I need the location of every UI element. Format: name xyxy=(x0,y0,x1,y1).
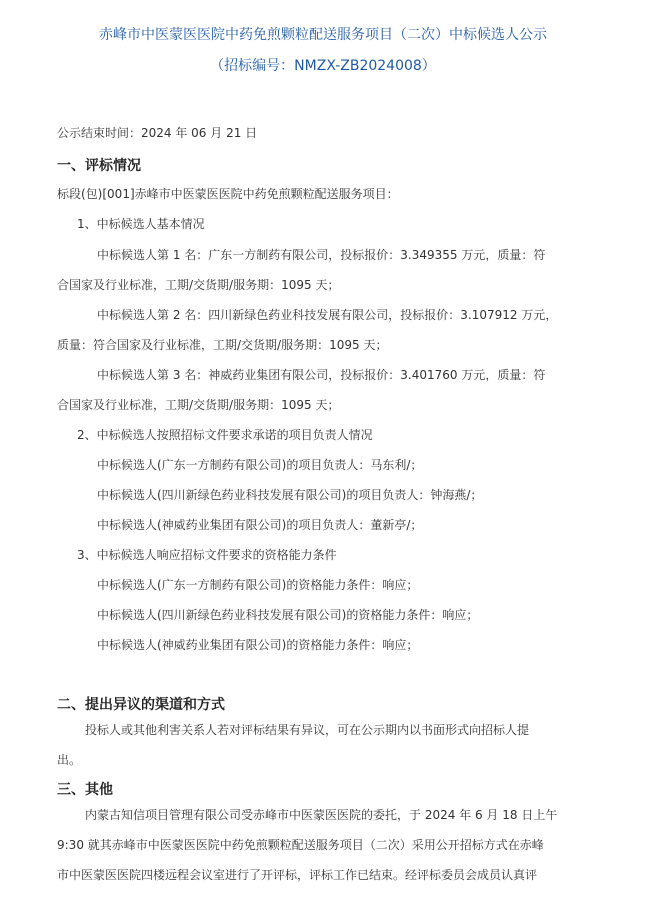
other-line-2: 9:30 就其赤峰市中医蒙医医院中药免煎颗粒配送服务项目（二次）采用公开招标方式在赤峰 xyxy=(57,838,544,852)
qualification-3: 中标候选人(神威药业集团有限公司)的资格能力条件：响应； xyxy=(97,638,419,652)
other-line-1: 内蒙古知信项目管理有限公司受赤峰市中医蒙医医院的委托，于 2024 年 6 月 18 日上午 xyxy=(85,808,558,822)
candidate-2-line-2: 质量：符合国家及行业标准，工期/交货期/服务期：1095 天； xyxy=(57,338,388,352)
subsection-3-heading: 3、中标候选人响应招标文件要求的资格能力条件 xyxy=(77,548,337,562)
section-3-heading: 三、其他 xyxy=(57,782,113,798)
objection-line-1: 投标人或其他利害关系人若对评标结果有异议，可在公示期内以书面形式向招标人提 xyxy=(85,723,530,737)
candidate-3-line-1: 中标候选人第 3 名：神威药业集团有限公司，投标报价：3.401760 万元，质量：符 xyxy=(97,368,546,382)
package-line: 标段(包)[001]赤峰市中医蒙医医院中药免煎颗粒配送服务项目： xyxy=(57,187,399,201)
project-lead-2: 中标候选人(四川新绿色药业科技发展有限公司)的项目负责人：钟海燕/； xyxy=(97,488,483,502)
other-line-3: 市中医蒙医医院四楼远程会议室进行了开评标，评标工作已结束。经评标委员会成员认真评 xyxy=(57,868,538,882)
project-lead-3: 中标候选人(神威药业集团有限公司)的项目负责人：董新亭/； xyxy=(97,518,423,532)
subsection-1-heading: 1、中标候选人基本情况 xyxy=(77,217,205,231)
candidate-3-line-2: 合国家及行业标准，工期/交货期/服务期：1095 天； xyxy=(57,398,340,412)
section-2-heading: 二、提出异议的渠道和方式 xyxy=(57,697,225,713)
notice-end-time: 公示结束时间：2024 年 06 月 21 日 xyxy=(57,126,258,140)
candidate-1-line-2: 合国家及行业标准，工期/交货期/服务期：1095 天； xyxy=(57,278,340,292)
qualification-2: 中标候选人(四川新绿色药业科技发展有限公司)的资格能力条件：响应； xyxy=(97,608,479,622)
candidate-2-line-1: 中标候选人第 2 名：四川新绿色药业科技发展有限公司，投标报价：3.107912 万元， xyxy=(97,308,558,322)
objection-line-2: 出。 xyxy=(57,753,82,767)
candidate-1-line-1: 中标候选人第 1 名：广东一方制药有限公司，投标报价：3.349355 万元，质量：符 xyxy=(97,248,546,262)
qualification-1: 中标候选人(广东一方制药有限公司)的资格能力条件：响应； xyxy=(97,578,419,592)
project-lead-1: 中标候选人(广东一方制药有限公司)的项目负责人：马东利/； xyxy=(97,458,423,472)
subsection-2-heading: 2、中标候选人按照招标文件要求承诺的项目负责人情况 xyxy=(77,428,373,442)
section-1-heading: 一、评标情况 xyxy=(57,158,141,174)
page-title: 赤峰市中医蒙医医院中药免煎颗粒配送服务项目（二次）中标候选人公示 xyxy=(99,27,547,43)
tender-code: （招标编号：NMZX-ZB2024008） xyxy=(210,58,436,74)
